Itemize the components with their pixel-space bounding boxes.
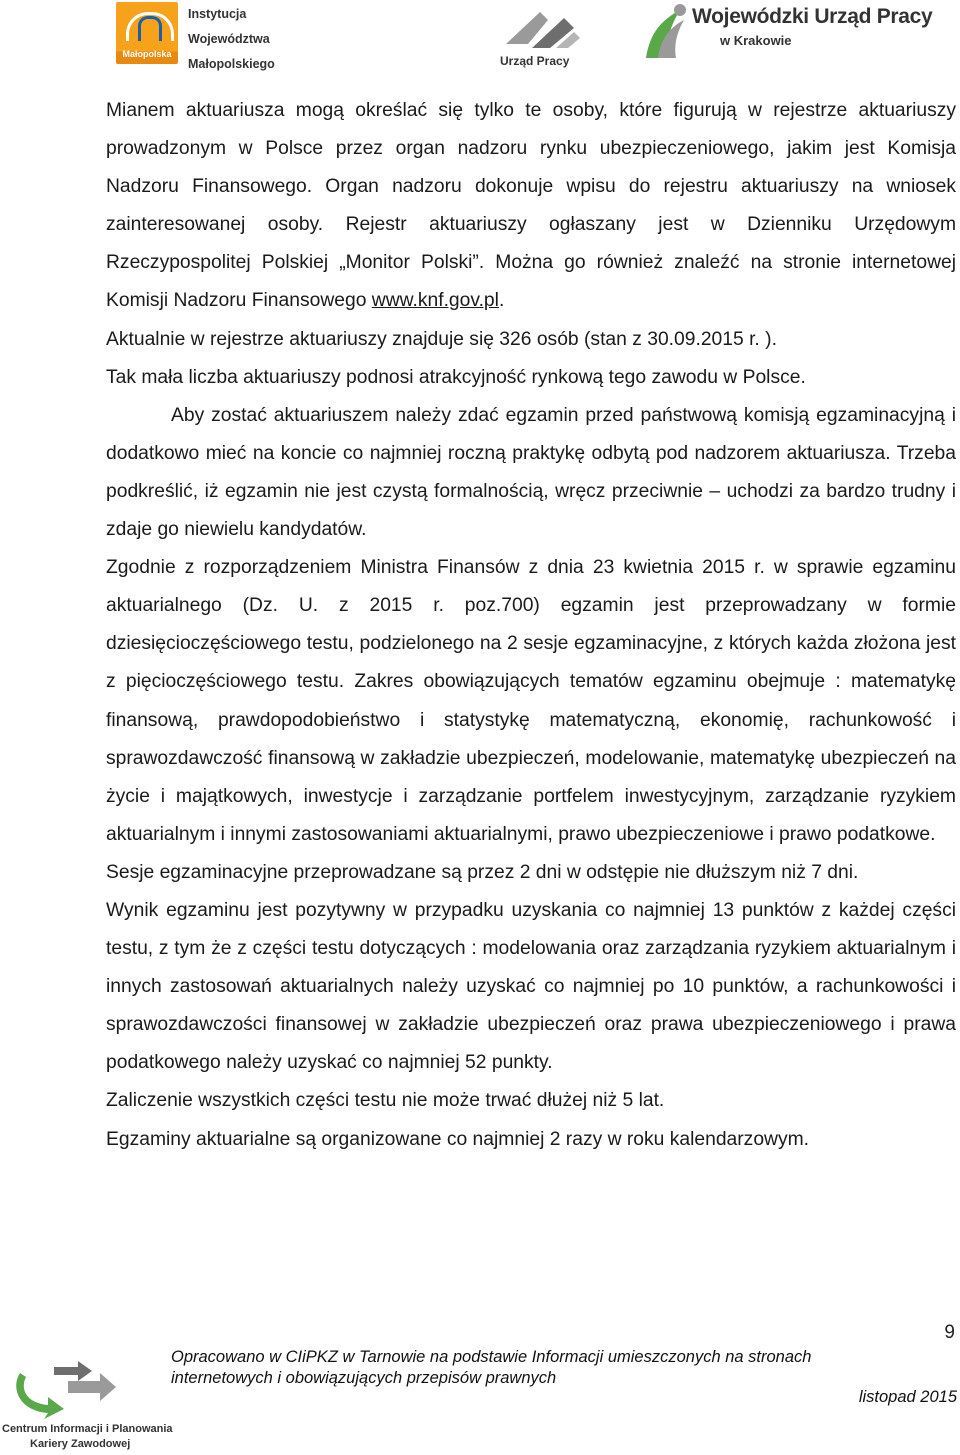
- logo-urzad-pracy: [498, 4, 598, 70]
- wup-subtitle: w Krakowie: [720, 33, 792, 48]
- wup-title: Wojewódzki Urząd Pracy: [692, 5, 933, 28]
- wup-figure-icon: [640, 2, 690, 64]
- paragraph-exam-sessions: Sesje egzaminacyjne przeprowadzane są przez 2 dni w odstępie nie dłuższym niż 7 dni.: [106, 861, 859, 883]
- urzad-pracy-label: Urząd Pracy: [500, 54, 570, 68]
- paragraph-exam-regulation: Zgodnie z rozporządzeniem Ministra Finansów z dnia 23 kwietnia 2015 r. w sprawie egzaminu aktuarialnego (Dz. U. z 2015 r. poz.700) egzamin jest przeprowadzany w formie dziesięcioczęściowego testu, podzielonego na 2 sesje egzaminacyjne, z których każda złożona jest z pięcioczęściowego testu. Zakres obowiązujących tematów egzaminu obejmuje : matematykę finansową, prawdopodobieństwo i statystykę matematyczną, ekonomię, rachunkowość i sprawozdawczość finansową w zakładzie ubezpieczeń, modelowanie, matematykę ubezpieczeń na życie i majątkowych, inwestycje i zarządzanie portfelem inwestycyjnym, zarządzanie ryzykiem aktuarialnym i innymi zastosowaniami aktuarialnymi, prawo ubezpieczeniowe i prawo podatkowe.: [106, 557, 956, 845]
- iwm-line-3: Małopolskiego: [188, 57, 275, 71]
- iwm-line-2: Województwa: [188, 32, 270, 46]
- document-body: [106, 92, 956, 1159]
- knf-website-link[interactable]: www.knf.gov.pl: [371, 290, 499, 312]
- paragraph-exam-frequency: Egzaminy aktuarialne są organizowane co najmniej 2 razy w roku kalendarzowym.: [106, 1128, 810, 1150]
- paragraph-register: [106, 92, 956, 321]
- urzad-pracy-arrows-icon: [498, 4, 598, 54]
- paragraph-exam-result: Wynik egzaminu jest pozytywny w przypadku uzyskania co najmniej 13 punktów z każdej części testu, z tym że z części testu dotyczących : modelowania oraz zarządzania ryzykiem aktuarialnym i innych zastosowań aktuarialnych należy uzyskać co najmniej po 10 punktów, a rachunkowości i sprawozdawczości finansowej w zakładzie ubezpieczeń oraz prawa ubezpieczeniowego i prawa podatkowego należy uzyskać co najmniej 52 punkty.: [106, 899, 956, 1074]
- footer-date: listopad 2015: [858, 1388, 957, 1406]
- iwm-line-1: Instytucja: [188, 7, 247, 21]
- footer-note-line-2: internetowych i obowiązujących przepisów prawnych: [171, 1369, 557, 1387]
- malopolska-emblem-icon: [116, 2, 178, 64]
- cip-name-line-1: Centrum Informacji i Planowania: [2, 1423, 173, 1435]
- malopolska-emblem-caption: Małopolska: [122, 49, 172, 59]
- paragraph-exam-validity: Zaliczenie wszystkich części testu nie może trwać dłużej niż 5 lat.: [106, 1090, 665, 1112]
- footer-source-note: [171, 1347, 931, 1389]
- cip-arrows-icon: [8, 1355, 118, 1421]
- paragraph-register-end: .: [498, 290, 505, 312]
- logo-instytucja-wojewodztwa-malopolskiego: [116, 2, 296, 71]
- paragraph-register-text: Mianem aktuariusza mogą określać się tylko te osoby, które figurują w rejestrze aktuariuszy prowadzonym w Polsce przez organ nadzoru rynku ubezpieczeniowego, jakim jest Komisja Nadzoru Finansowego. Organ nadzoru dokonuje wpisu do rejestru aktuariuszy na wniosek zainteresowanej osoby. Rejestr aktuariuszy ogłaszany jest w Dzienniku Urzędowym Rzeczypospolitej Polskiej „Monitor Polski”. Można go również znaleźć na stronie internetowej Komisji Nadzoru Finansowego: [106, 100, 956, 312]
- cip-name-line-2: Kariery Zawodowej: [30, 1438, 131, 1450]
- paragraph-attractiveness: Tak mała liczba aktuariuszy podnosi atrakcyjność rynkową tego zawodu w Polsce.: [106, 366, 806, 388]
- logo-centrum-informacji-i-planowania-kariery: [0, 1355, 173, 1455]
- iwm-name: [188, 2, 275, 77]
- logo-wojewodzki-urzad-pracy: [640, 2, 940, 64]
- footer-note-line-1: Opracowano w CIiPKZ w Tarnowie na podstawie Informacji umieszczonych na stronach: [171, 1348, 812, 1366]
- page-number: 9: [944, 1322, 955, 1343]
- paragraph-register-count: Aktualnie w rejestrze aktuariuszy znajduje się 326 osób (stan z 30.09.2015 r. ).: [106, 328, 777, 350]
- paragraph-exam-requirement: Aby zostać aktuariuszem należy zdać egzamin przed państwową komisją egzaminacyjną i dodatkowo mieć na koncie co najmniej roczną praktykę odbytą pod nadzorem aktuariusza. Trzeba podkreślić, iż egzamin nie jest czystą formalnością, wręcz przeciwnie – uchodzi za bardzo trudny i zdaje go niewielu kandydatów.: [106, 404, 956, 541]
